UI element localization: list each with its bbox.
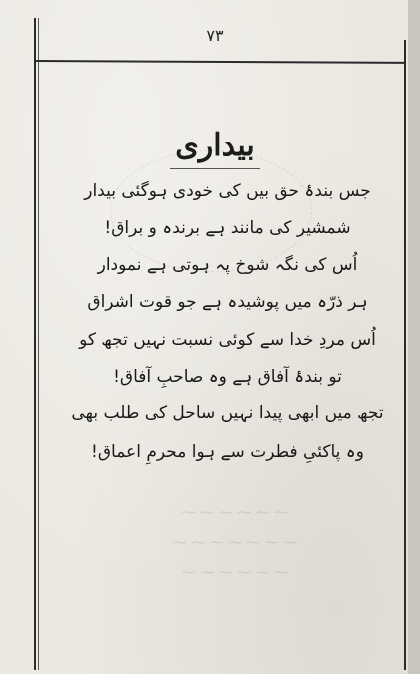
verse-line: جس بندۂ حق بیں کی خودی ہوگئی بیدار [84, 181, 371, 201]
right-border-line [404, 40, 406, 670]
verse-line: شمشیر کی مانند ہے برندہ و براق! [104, 218, 351, 238]
title-underline [170, 168, 260, 169]
verse-line: ہر ذرّہ میں پوشیدہ ہے جو قوت اشراق [87, 292, 368, 312]
verse-line: تو بندۂ آفاق ہے وہ صاحبِ آفاق! [113, 367, 342, 387]
verse-line: اُس مردِ خدا سے کوئی نسبت نہیں تجھ کو [79, 330, 376, 350]
show-through-text: ⁓ ⁓ ⁓ ⁓ ⁓ ⁓ ⁓ [172, 535, 298, 551]
verse-line: وہ پاکئیِ فطرت سے ہوا محرمِ اعماق! [91, 442, 364, 462]
page-number: ۷۳ [206, 26, 224, 45]
page-edge-shadow [408, 0, 420, 674]
poem-title: بیداری [175, 128, 255, 163]
show-through-text: ⁓ ⁓ ⁓ ⁓ ⁓ ⁓ [181, 505, 289, 521]
left-border-inner-line [38, 18, 39, 670]
show-through-text: ⁓ ⁓ ⁓ ⁓ ⁓ ⁓ [181, 565, 289, 581]
left-border-line [34, 18, 36, 670]
top-border-line [36, 60, 406, 64]
verse-line: تجھ میں ابھی پیدا نہیں ساحل کی طلب بھی [71, 403, 384, 423]
verse-line: اُس کی نگہ شوخ پہ ہوتی ہے نمودار [97, 255, 358, 275]
